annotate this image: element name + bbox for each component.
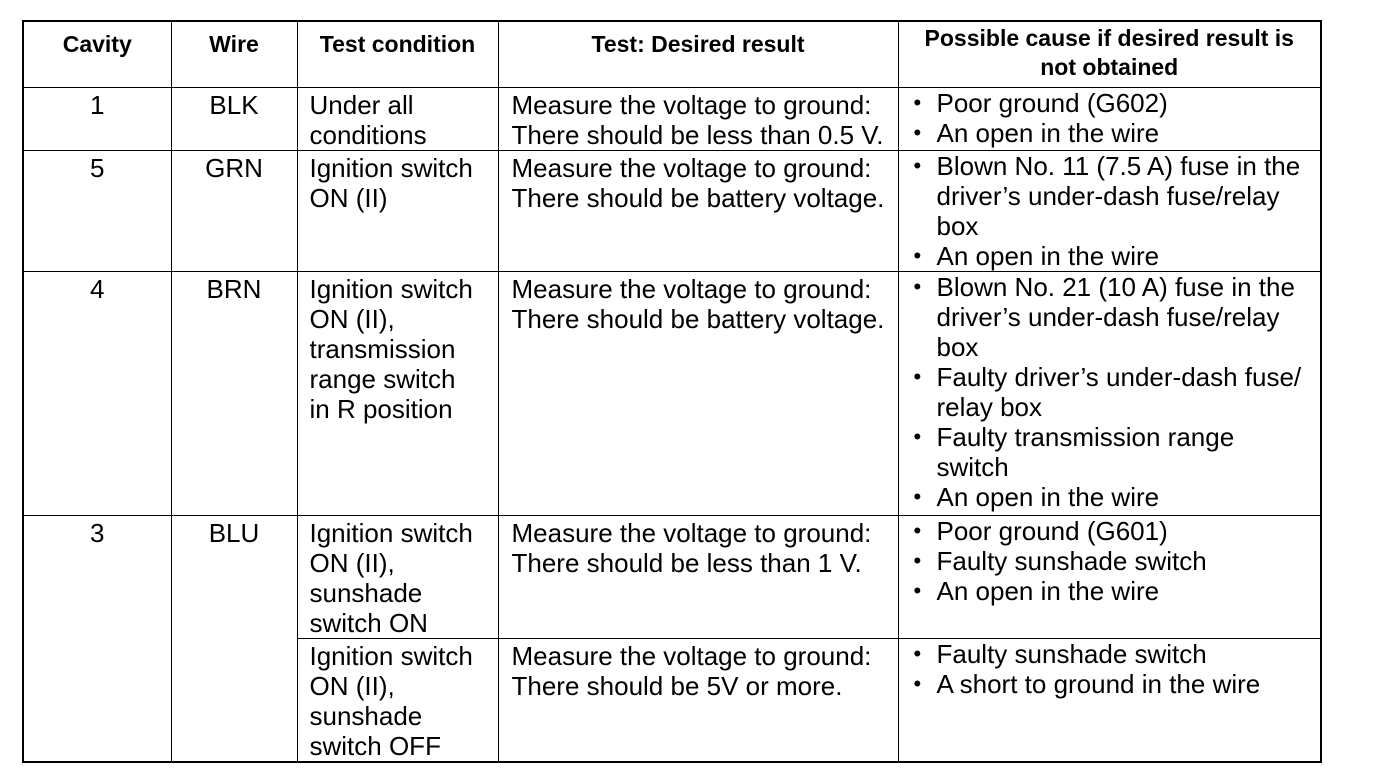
wire-color: GRN: [205, 152, 263, 183]
wire-cell: [171, 87, 297, 150]
result-line: Measure the voltage to ground:: [511, 89, 872, 120]
result-line: Measure the voltage to ground:: [511, 640, 872, 671]
cause-line: • An open in the wire: [936, 240, 1160, 271]
header-cavity: Cavity: [23, 21, 171, 87]
cavity-number: 4: [90, 273, 105, 304]
cavity-cell: [23, 271, 171, 515]
result-cell: [498, 638, 898, 762]
condition-line: transmission: [309, 333, 456, 364]
table-row: [23, 515, 1321, 638]
cause-line: • A short to ground in the wire: [936, 668, 1261, 699]
condition-cell: [297, 87, 498, 150]
condition-line: Ignition switch: [309, 273, 473, 304]
cause-line: • An open in the wire: [936, 481, 1160, 512]
causes-cell: [898, 638, 1321, 762]
condition-line: switch ON: [309, 607, 428, 638]
condition-line: ON (II),: [309, 303, 395, 334]
condition-line: in R position: [309, 393, 453, 424]
cause-item: [899, 639, 1321, 669]
condition-line: Ignition switch: [309, 152, 473, 183]
header-line: not obtained: [1040, 54, 1179, 80]
condition-line: Under all: [309, 89, 414, 120]
header-row: [23, 21, 1321, 87]
result-line: Measure the voltage to ground:: [511, 517, 872, 548]
table-row: [23, 150, 1321, 271]
condition-line: Ignition switch: [309, 640, 473, 671]
result-line: There should be battery voltage.: [511, 303, 885, 334]
cause-line: • Faulty driver’s under-dash fuse/: [936, 361, 1302, 392]
condition-cell: [297, 150, 498, 271]
cause-line: • Blown No. 11 (7.5 A) fuse in the: [936, 150, 1301, 181]
cause-line: • An open in the wire: [936, 575, 1160, 606]
cause-line: switch: [936, 451, 1009, 482]
cause-item: [899, 669, 1321, 699]
result-cell: [498, 271, 898, 515]
cause-item: [899, 482, 1321, 512]
cause-line: relay box: [936, 391, 1042, 422]
table-header: [23, 21, 1321, 87]
condition-line: ON (II): [309, 182, 388, 213]
table-body: [23, 87, 1321, 762]
condition-line: ON (II),: [309, 670, 395, 701]
cause-line: • Faulty sunshade switch: [936, 638, 1207, 669]
cause-line: driver’s under-dash fuse/relay: [936, 180, 1280, 211]
result-line: There should be 5V or more.: [511, 670, 843, 701]
header-test-condition: Test condition: [297, 21, 498, 87]
cause-item: [899, 272, 1321, 362]
wire-cell: [171, 150, 297, 271]
cause-line: • Faulty sunshade switch: [936, 545, 1207, 576]
condition-line: Ignition switch: [309, 517, 473, 548]
wire-cell: [171, 515, 297, 762]
cause-item: [899, 546, 1321, 576]
cause-item: [899, 516, 1321, 546]
condition-line: sunshade: [309, 577, 423, 608]
wire-color: BRN: [206, 273, 262, 304]
causes-cell: [898, 150, 1321, 271]
result-line: Measure the voltage to ground:: [511, 273, 872, 304]
result-cell: [498, 87, 898, 150]
result-line: Measure the voltage to ground:: [511, 152, 872, 183]
condition-line: switch OFF: [309, 730, 441, 761]
condition-line: ON (II),: [309, 547, 395, 578]
causes-cell: [898, 515, 1321, 638]
result-cell: [498, 150, 898, 271]
condition-cell: [297, 638, 498, 762]
cause-line: • Blown No. 21 (10 A) fuse in the: [936, 271, 1295, 302]
cause-item: [899, 118, 1321, 148]
test-table: [22, 20, 1322, 763]
result-cell: [498, 515, 898, 638]
cavity-number: 1: [90, 89, 105, 120]
condition-line: range switch: [309, 363, 456, 394]
cause-line: driver’s under-dash fuse/relay: [936, 301, 1280, 332]
condition-line: conditions: [309, 119, 427, 150]
header-possible-cause: [898, 21, 1321, 87]
cavity-cell: [23, 515, 171, 762]
header-wire: Wire: [171, 21, 297, 87]
wire-cell: [171, 271, 297, 515]
result-line: There should be battery voltage.: [511, 182, 885, 213]
cause-item: [899, 422, 1321, 482]
condition-cell: [297, 515, 498, 638]
causes-cell: [898, 87, 1321, 150]
cause-item: [899, 576, 1321, 606]
cause-item: [899, 362, 1321, 422]
cause-item: [899, 88, 1321, 118]
cause-line: • Poor ground (G601): [936, 515, 1168, 546]
cavity-number: 5: [90, 152, 105, 183]
cavity-number: 3: [90, 517, 105, 548]
header-line: Possible cause if desired result is: [924, 25, 1294, 51]
cause-line: • Faulty transmission range: [936, 421, 1235, 452]
cavity-cell: [23, 150, 171, 271]
cause-line: box: [936, 210, 979, 241]
result-line: There should be less than 1 V.: [511, 547, 862, 578]
result-line: There should be less than 0.5 V.: [511, 119, 884, 150]
cavity-cell: [23, 87, 171, 150]
condition-cell: [297, 271, 498, 515]
header-desired-result: Test: Desired result: [498, 21, 898, 87]
cause-item: [899, 241, 1321, 271]
cause-item: [899, 151, 1321, 241]
cause-line: box: [936, 331, 979, 362]
table-row: [23, 87, 1321, 150]
cause-line: • Poor ground (G602): [936, 87, 1168, 118]
cause-line: • An open in the wire: [936, 117, 1160, 148]
table-row: [23, 271, 1321, 515]
wire-color: BLU: [208, 517, 260, 548]
condition-line: sunshade: [309, 700, 423, 731]
causes-cell: [898, 271, 1321, 515]
wire-color: BLK: [209, 89, 259, 120]
